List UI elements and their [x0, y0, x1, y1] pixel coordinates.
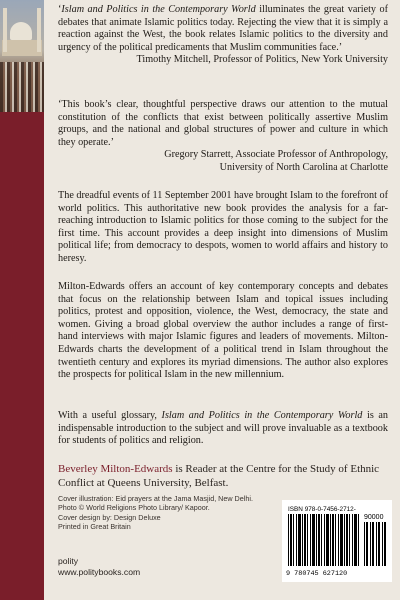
attribution-line: Gregory Starrett, Associate Professor of Anthropology, — [164, 149, 388, 161]
quote-1-segment: illuminates the great variety of debates that animate Islamic politics today. Rejecting the view that it is simply a reaction against the West, the book relates Islamic politics to the diversity and urgency of the political predicaments that Muslim communities face.’ — [58, 4, 388, 53]
price-code: 90000 — [364, 514, 384, 521]
barcode-addon-bars — [364, 522, 388, 566]
quote-1-attribution — [58, 54, 388, 67]
cover-credits — [58, 494, 258, 532]
endorsement-quote-2 — [58, 99, 388, 175]
minaret-left-shape — [3, 8, 7, 52]
attribution-line: Timothy Mitchell, Professor of Politics, New York University — [136, 54, 388, 66]
paragraph-segment: With a useful glossary, — [58, 410, 162, 421]
crowd-shape — [0, 62, 44, 112]
paragraph-segment: The dreadful events of 11 September 2001 have brought Islam to the forefront of world politics. This authoritative new book provides the analysis for a far-reaching introduction to Islamic politics for those coming to the subject for the first time. This account provides a deep insight into dimensions of Muslim political life; from democracy to despots, women to world affairs and history to heresy. — [58, 190, 388, 264]
quote-2-text — [58, 99, 388, 149]
barcode-digits: 9 780745 627120 — [286, 570, 348, 578]
cover-photo-strip — [0, 0, 44, 112]
printed-in-note: Printed in Great Britain — [58, 522, 131, 532]
paragraph-segment: Milton-Edwards offers an account of key contemporary concepts and debates that focus on the relationship between Islam and topical issues including politics, protest and opposition, violence, the West, democracy, the state and women. Giving a broad global overview the author includes a range of first-hand interviews with major Islamic figures and leaders of movements. Milton-Edwards charts the development of a political trend in Islam throughout the twentieth century and explores its myriad dimensions. The author also explores the prospects for political Islam in the new millennium. — [58, 281, 388, 381]
paragraph-segment: is an indispensable introduction to the subject and will prove invaluable as a textbook for students of politics and religion. — [58, 410, 388, 447]
quote-1-book-title: Islam and Politics in the Contemporary World — [61, 4, 256, 15]
minaret-right-shape — [37, 8, 41, 52]
cover-illustration-credit: Cover illustration: Eid prayers at the Jama Masjid, New Delhi. Photo © World Religions Photo Library/ Kapoor. — [58, 494, 253, 513]
endorsement-quote-1 — [58, 4, 388, 67]
mosque-dome-shape — [10, 22, 32, 40]
publisher-url: www.politybooks.com — [58, 567, 141, 578]
author-bio — [58, 462, 388, 490]
quote-2-attribution — [58, 149, 388, 174]
author-name: Beverley Milton-Edwards — [58, 463, 173, 475]
description-paragraph-2 — [58, 281, 388, 382]
back-cover-text — [58, 0, 390, 600]
publisher-name: polity — [58, 556, 79, 566]
quote-2-segment: ‘This book’s clear, thoughtful perspective draws our attention to the mutual constitution of the conflicts that exist between politically assertive Muslim groups, and the national and global structures of power and culture in which they operate.’ — [58, 99, 388, 148]
cover-design-credit: Cover design by: Design Deluxe — [58, 512, 161, 522]
barcode-bars — [288, 514, 360, 566]
attribution-line: University of North Carolina at Charlotte — [219, 161, 388, 173]
isbn-barcode — [282, 500, 392, 582]
quote-1-segment: ‘ — [58, 4, 62, 15]
author-bio-text: is Reader at the Centre for the Study of Ethnic Conflict at Queens University, Belfast. — [58, 463, 380, 489]
description-paragraph-3 — [58, 410, 388, 448]
mosque-base-shape — [2, 40, 42, 56]
paragraph-book-title: Islam and Politics in the Contemporary World — [161, 410, 363, 421]
isbn-label: ISBN 978-0-7456-2712- — [288, 506, 356, 513]
cover-spine-band — [0, 0, 44, 600]
quote-1-text — [58, 4, 388, 54]
description-paragraph-1 — [58, 190, 388, 266]
publisher-block — [58, 556, 238, 579]
